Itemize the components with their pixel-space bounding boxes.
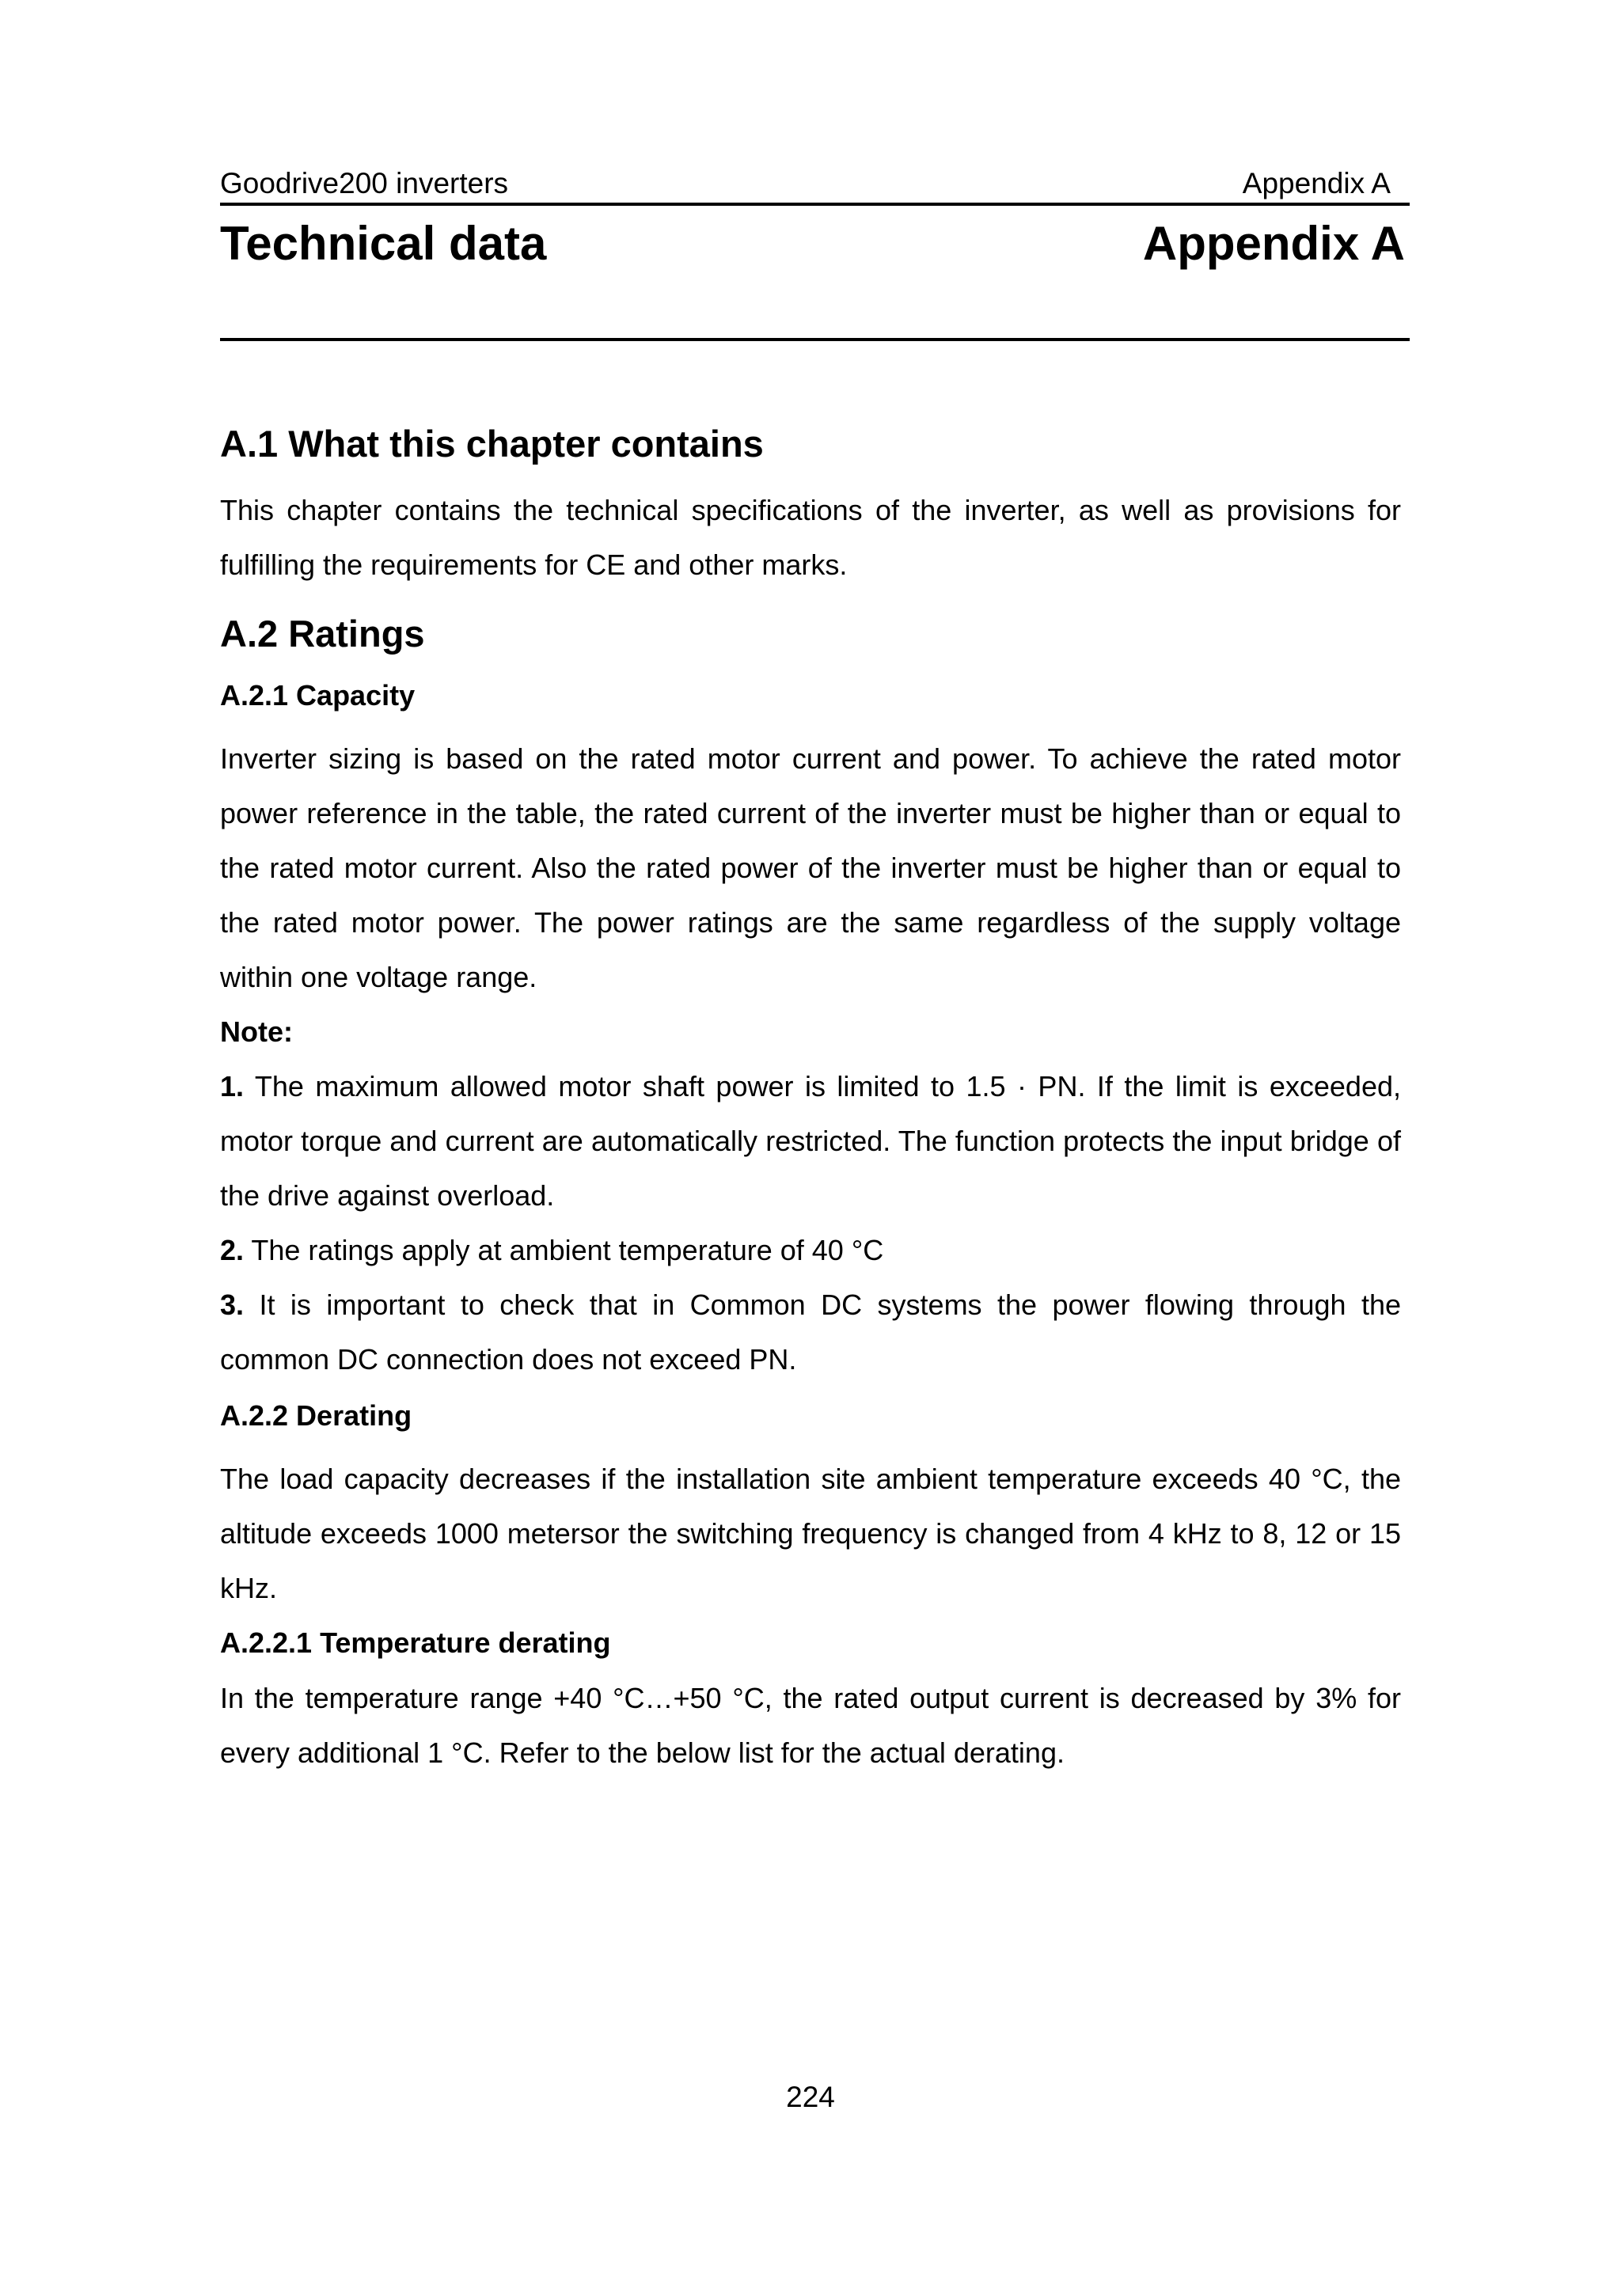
note-item-1 bbox=[220, 1059, 1401, 1223]
note-label: Note: bbox=[220, 1015, 293, 1048]
note-item-3 bbox=[220, 1277, 1401, 1387]
chapter-appendix-label: Appendix A bbox=[1142, 217, 1405, 270]
note-number: 1. bbox=[220, 1070, 245, 1102]
header-section: Appendix A bbox=[1242, 167, 1391, 199]
temperature-derating-body: In the temperature range +40 °C…+50 °C, the rated output current is decreased by 3% for every additional 1 °C. Refer to the below list for the actual derating. bbox=[220, 1682, 1401, 1769]
note-text: It is important to check that in Common DC systems the power flowing through the common DC connection does not exceed PN. bbox=[220, 1288, 1401, 1376]
subsection-heading-temperature-derating: A.2.2.1 Temperature derating bbox=[220, 1626, 611, 1659]
chapter-title bbox=[220, 212, 1405, 275]
note-text: The maximum allowed motor shaft power is limited to 1.5 · PN. If the limit is exceeded, motor torque and current are automatically restricted. The function protects the input bridge of the drive against overload. bbox=[220, 1070, 1401, 1212]
subsection-heading-derating: A.2.2 Derating bbox=[220, 1399, 412, 1432]
page-number: 224 bbox=[786, 2081, 835, 2113]
note-item-2 bbox=[220, 1223, 1401, 1277]
note-number: 2. bbox=[220, 1234, 245, 1266]
title-rule bbox=[220, 338, 1410, 341]
header-rule bbox=[220, 203, 1410, 206]
note-number: 3. bbox=[220, 1288, 245, 1321]
section-a1-body: This chapter contains the technical specifications of the inverter, as well as provisions for fulfilling the requirements for CE and other marks. bbox=[220, 494, 1401, 581]
section-heading-a2: A.2 Ratings bbox=[220, 613, 425, 655]
page-content bbox=[220, 412, 1401, 1780]
derating-body: The load capacity decreases if the installation site ambient temperature exceeds 40 °C, the altitude exceeds 1000 metersor the switching frequency is changed from 4 kHz to 8, 12 or 15 kHz. bbox=[220, 1463, 1401, 1604]
subsection-heading-capacity: A.2.1 Capacity bbox=[220, 679, 416, 712]
note-text: The ratings apply at ambient temperature of 40 °C bbox=[251, 1234, 884, 1266]
running-header bbox=[220, 164, 1397, 203]
chapter-title-text: Technical data bbox=[220, 217, 547, 270]
header-product: Goodrive200 inverters bbox=[220, 167, 509, 199]
section-heading-a1: A.1 What this chapter contains bbox=[220, 423, 764, 465]
capacity-body: Inverter sizing is based on the rated motor current and power. To achieve the rated motor power reference in the table, the rated current of the inverter must be higher than or equal to the rated motor current. Also the rated power of the inverter must be higher than or equal to the rated motor power. The power ratings are the same regardless of the supply voltage within one voltage range. bbox=[220, 742, 1401, 993]
